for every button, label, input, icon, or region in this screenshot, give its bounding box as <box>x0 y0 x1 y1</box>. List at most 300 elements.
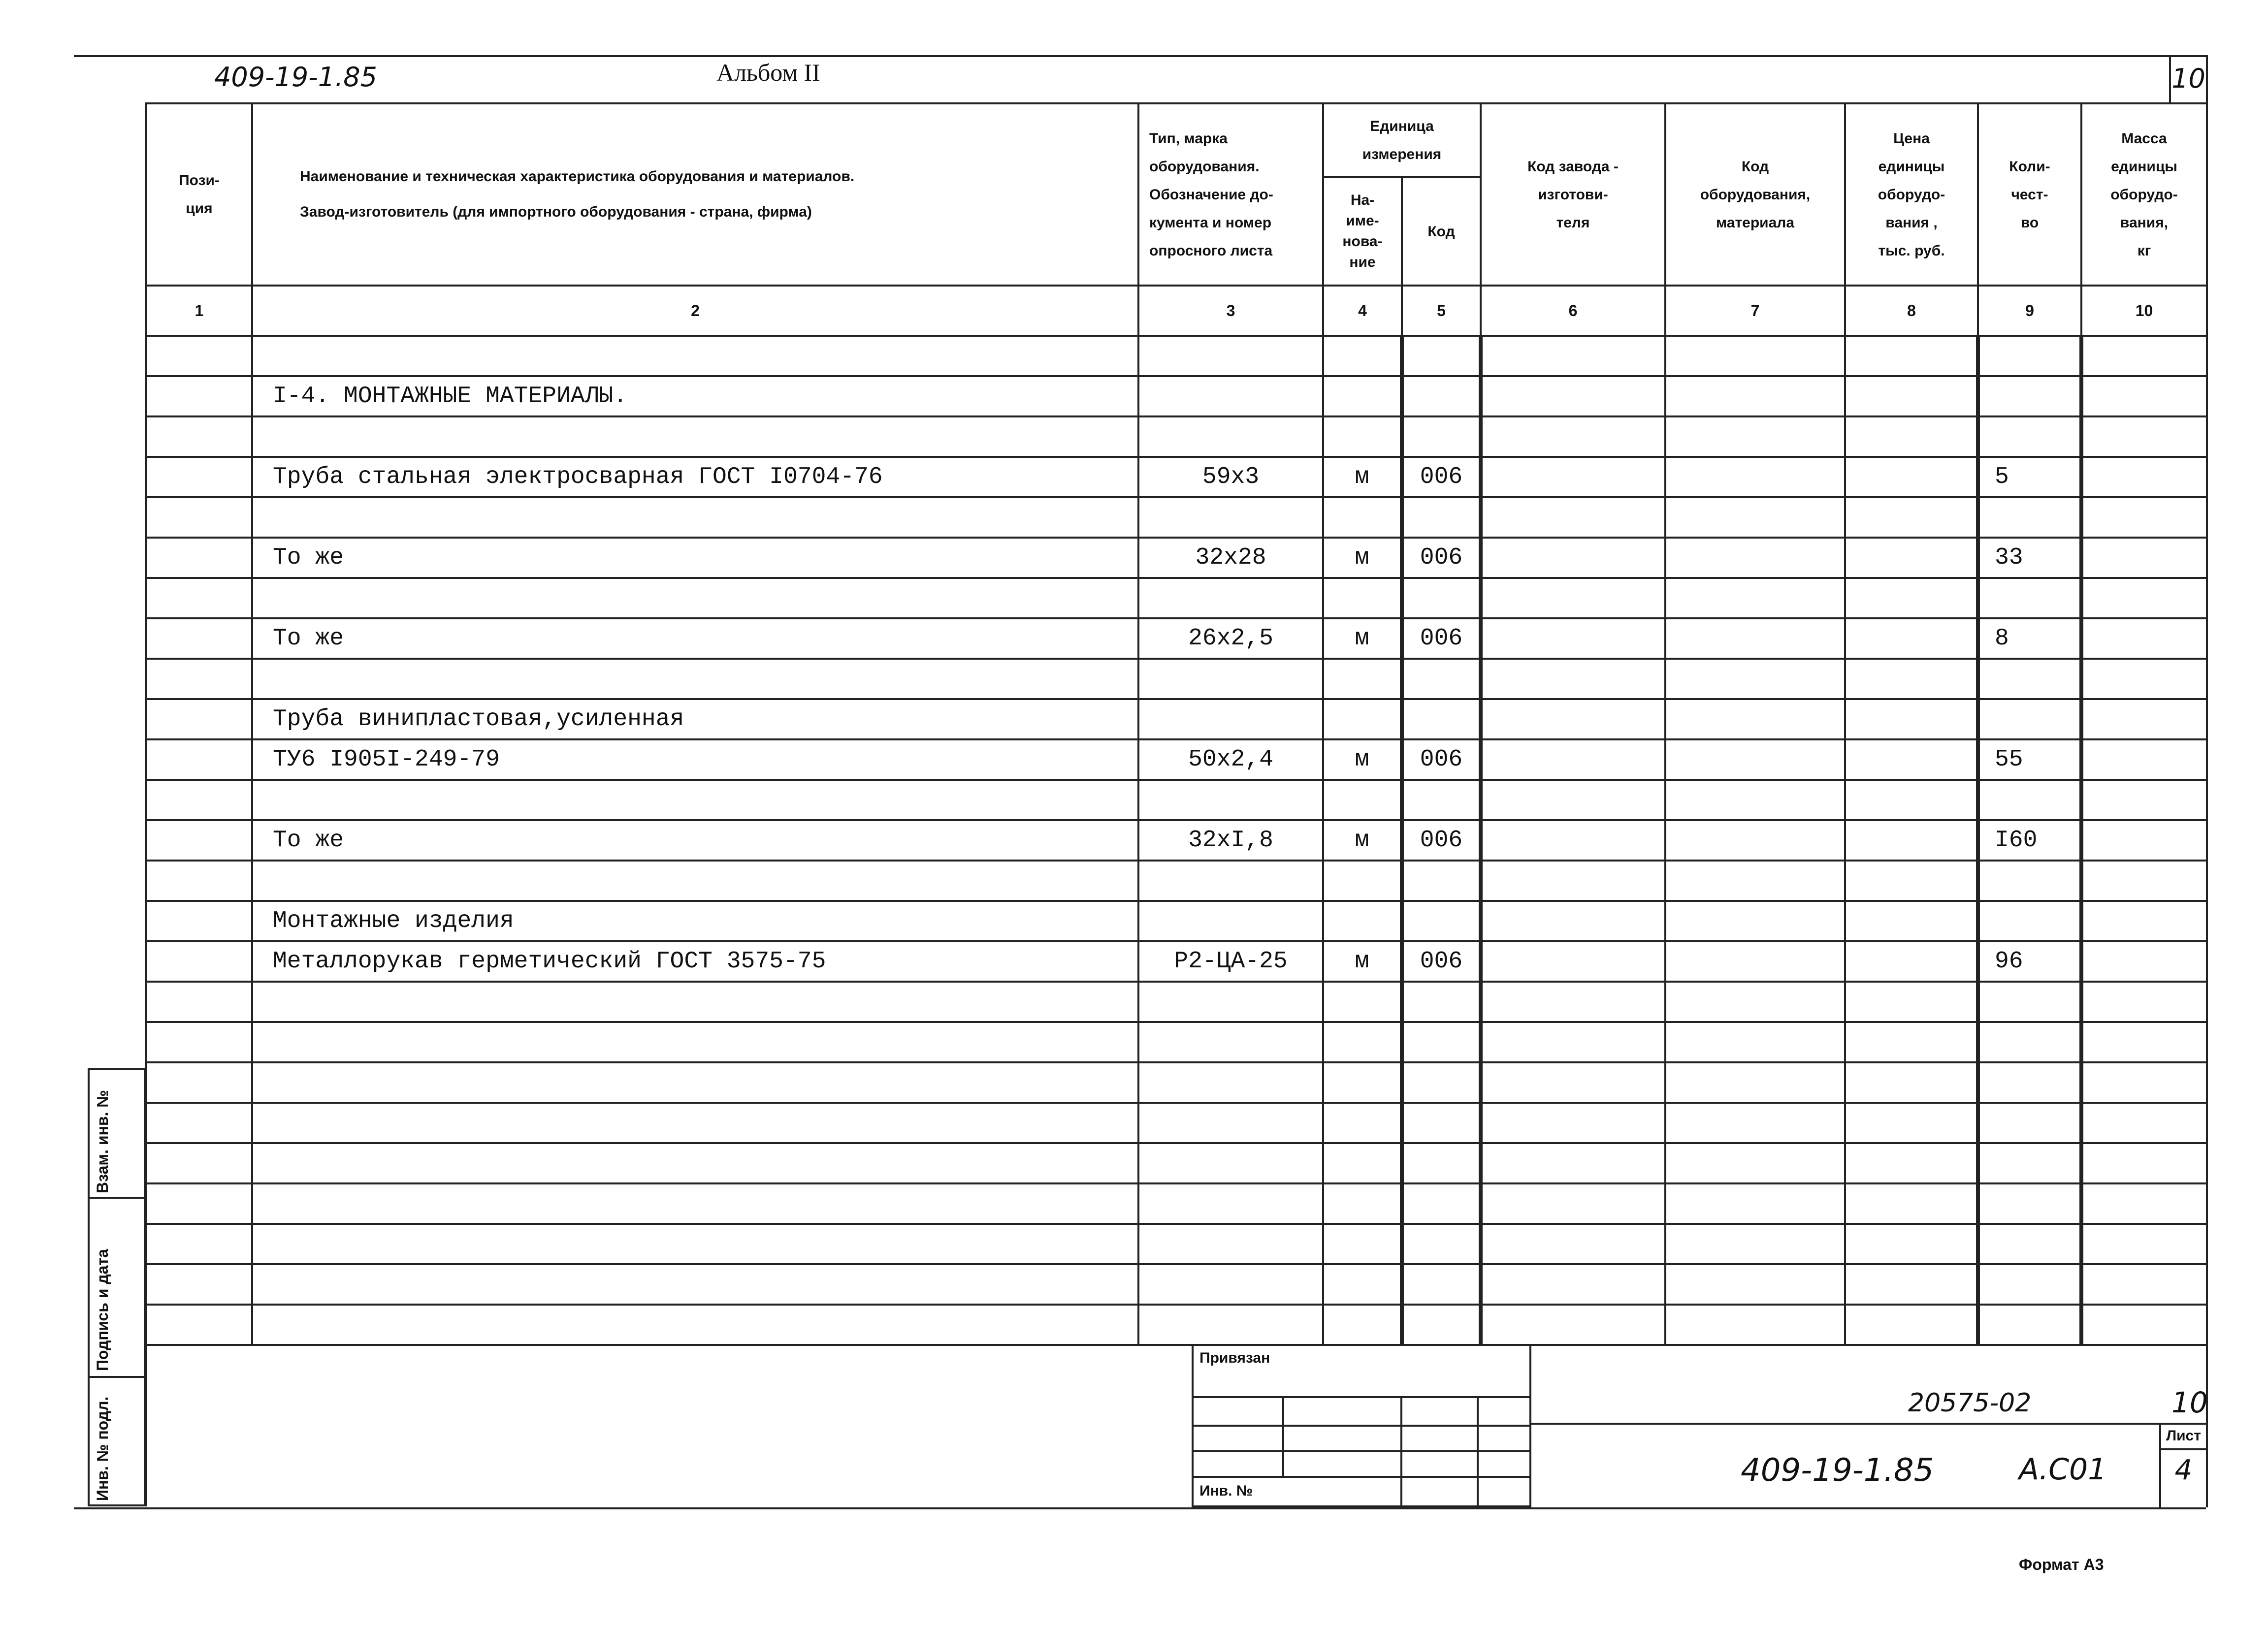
name-cell: То же <box>252 538 1138 578</box>
equipment-code-cell <box>1665 699 1845 739</box>
name-cell <box>252 497 1138 538</box>
price-cell <box>1845 457 1978 497</box>
title-block-line <box>1531 1423 2206 1425</box>
unit-cell: м <box>1323 820 1402 861</box>
price-cell <box>1845 376 1978 416</box>
equipment-code-cell <box>1665 1062 1845 1103</box>
price-cell <box>1845 416 1978 457</box>
frame-bottom-line <box>74 1507 2206 1509</box>
equipment-code-cell <box>1665 1183 1845 1224</box>
type-cell <box>1138 578 1323 618</box>
column-numbers-row <box>146 286 2207 336</box>
factory-code-cell <box>1481 416 1665 457</box>
factory-code-cell <box>1481 497 1665 538</box>
column-number: 4 <box>1323 286 1402 336</box>
name-cell <box>252 578 1138 618</box>
name-cell <box>252 1305 1138 1345</box>
column-number: 1 <box>146 286 252 336</box>
factory-code-cell <box>1481 901 1665 941</box>
col-price-header: Цена единицы оборудо- вания , тыс. руб. <box>1845 103 1978 286</box>
stamp-line <box>1400 1396 1402 1507</box>
table-row <box>146 457 2207 497</box>
unit-cell <box>1323 416 1402 457</box>
col-mass-header: Масса единицы оборудо- вания, кг <box>2081 103 2207 286</box>
position-cell <box>146 659 252 699</box>
unit-cell <box>1323 578 1402 618</box>
mass-cell <box>2081 780 2207 820</box>
type-cell <box>1138 1224 1323 1264</box>
mass-cell <box>2081 861 2207 901</box>
unit-cell <box>1323 861 1402 901</box>
column-number: 9 <box>1978 286 2081 336</box>
factory-code-cell <box>1481 699 1665 739</box>
table-row <box>146 1022 2207 1062</box>
project-number: 20575-02 <box>1908 1388 2032 1418</box>
sheet-number-top: 10 <box>2171 1386 2208 1419</box>
unit-cell <box>1323 336 1402 376</box>
sheet-number: 4 <box>2174 1454 2193 1486</box>
mass-cell <box>2081 376 2207 416</box>
price-cell <box>1845 861 1978 901</box>
table-row <box>146 1305 2207 1345</box>
equipment-code-cell <box>1665 739 1845 780</box>
quantity-cell <box>1978 1224 2081 1264</box>
unit-code-cell <box>1402 416 1481 457</box>
col-position-header: Пози- ция <box>146 103 252 286</box>
unit-cell <box>1323 901 1402 941</box>
table-row <box>146 618 2207 659</box>
equipment-code-cell <box>1665 376 1845 416</box>
quantity-cell: 96 <box>1978 941 2081 982</box>
unit-cell <box>1323 376 1402 416</box>
price-cell <box>1845 739 1978 780</box>
name-cell <box>252 1183 1138 1224</box>
type-cell <box>1138 1103 1323 1143</box>
unit-cell <box>1323 1264 1402 1305</box>
factory-code-cell <box>1481 1305 1665 1345</box>
column-number: 10 <box>2081 286 2207 336</box>
name-cell: Труба стальная электросварная ГОСТ I0704-76 <box>252 457 1138 497</box>
price-cell <box>1845 699 1978 739</box>
stamp-line <box>1282 1396 1284 1478</box>
col-factory-code-header: Код завода - изготови- теля <box>1481 103 1665 286</box>
type-cell <box>1138 1264 1323 1305</box>
factory-code-cell <box>1481 618 1665 659</box>
unit-code-cell: 006 <box>1402 820 1481 861</box>
quantity-cell <box>1978 1264 2081 1305</box>
name-cell: Труба винипластовая,усиленная <box>252 699 1138 739</box>
position-cell <box>146 901 252 941</box>
position-cell <box>146 1022 252 1062</box>
factory-code-cell <box>1481 982 1665 1022</box>
price-cell <box>1845 497 1978 538</box>
unit-cell <box>1323 1305 1402 1345</box>
price-cell <box>1845 982 1978 1022</box>
unit-cell <box>1323 1183 1402 1224</box>
equipment-code-cell <box>1665 1143 1845 1183</box>
mass-cell <box>2081 497 2207 538</box>
table-row <box>146 1183 2207 1224</box>
col-equipment-code-header: Код оборудования, материала <box>1665 103 1845 286</box>
unit-code-cell: 006 <box>1402 457 1481 497</box>
side-stamp-inv-podl <box>88 1376 146 1506</box>
equipment-code-cell <box>1665 1305 1845 1345</box>
equipment-code-cell <box>1665 1264 1845 1305</box>
position-cell <box>146 1224 252 1264</box>
price-cell <box>1845 1103 1978 1143</box>
factory-code-cell <box>1481 861 1665 901</box>
mass-cell <box>2081 699 2207 739</box>
unit-code-cell <box>1402 497 1481 538</box>
name-cell <box>252 1022 1138 1062</box>
type-cell <box>1138 376 1323 416</box>
factory-code-cell <box>1481 1103 1665 1143</box>
type-cell <box>1138 982 1323 1022</box>
col-unit-group-header: Единица измерения <box>1323 103 1481 177</box>
quantity-cell <box>1978 901 2081 941</box>
name-cell <box>252 1103 1138 1143</box>
type-cell <box>1138 336 1323 376</box>
unit-cell <box>1323 497 1402 538</box>
unit-cell <box>1323 982 1402 1022</box>
name-cell: ТУ6 I905I-249-79 <box>252 739 1138 780</box>
mass-cell <box>2081 457 2207 497</box>
quantity-cell <box>1978 780 2081 820</box>
type-cell: 50x2,4 <box>1138 739 1323 780</box>
mass-cell <box>2081 336 2207 376</box>
equipment-code-cell <box>1665 1022 1845 1062</box>
price-cell <box>1845 780 1978 820</box>
price-cell <box>1845 659 1978 699</box>
type-cell: 26x2,5 <box>1138 618 1323 659</box>
price-cell <box>1845 1183 1978 1224</box>
frame-top-line <box>74 55 2206 57</box>
unit-cell <box>1323 1062 1402 1103</box>
equipment-code-cell <box>1665 538 1845 578</box>
name-cell <box>252 1264 1138 1305</box>
sheet-box-divider <box>2161 1448 2206 1450</box>
unit-code-cell <box>1402 1183 1481 1224</box>
quantity-cell: 33 <box>1978 538 2081 578</box>
side-stamp-vzam-label: Взам. инв. № <box>94 1090 111 1193</box>
table-row <box>146 1224 2207 1264</box>
unit-cell <box>1323 1143 1402 1183</box>
unit-code-cell <box>1402 578 1481 618</box>
stamp-line <box>1194 1476 1531 1478</box>
name-cell <box>252 780 1138 820</box>
unit-cell: м <box>1323 941 1402 982</box>
name-cell: I-4. МОНТАЖНЫЕ МАТЕРИАЛЫ. <box>252 376 1138 416</box>
column-number: 5 <box>1402 286 1481 336</box>
header-album: Альбом II <box>716 59 820 86</box>
quantity-cell <box>1978 861 2081 901</box>
table-row <box>146 336 2207 376</box>
position-cell <box>146 416 252 457</box>
name-cell: Металлорукав герметический ГОСТ 3575-75 <box>252 941 1138 982</box>
name-cell: То же <box>252 820 1138 861</box>
table-row <box>146 780 2207 820</box>
mass-cell <box>2081 538 2207 578</box>
factory-code-cell <box>1481 780 1665 820</box>
unit-code-cell <box>1402 659 1481 699</box>
position-cell <box>146 1062 252 1103</box>
quantity-cell <box>1978 1183 2081 1224</box>
equipment-code-cell <box>1665 861 1845 901</box>
table-row <box>146 739 2207 780</box>
position-cell <box>146 457 252 497</box>
equipment-code-cell <box>1665 780 1845 820</box>
unit-cell: м <box>1323 618 1402 659</box>
stamp-line <box>1477 1396 1479 1507</box>
unit-code-cell <box>1402 1062 1481 1103</box>
equipment-code-cell <box>1665 416 1845 457</box>
header-sheet-number: 10 <box>2171 63 2205 94</box>
factory-code-cell <box>1481 1224 1665 1264</box>
table-row <box>146 901 2207 941</box>
mass-cell <box>2081 618 2207 659</box>
unit-code-cell <box>1402 336 1481 376</box>
quantity-cell <box>1978 376 2081 416</box>
sheet-box <box>2159 1423 2206 1507</box>
unit-code-cell <box>1402 699 1481 739</box>
mass-cell <box>2081 659 2207 699</box>
type-cell <box>1138 861 1323 901</box>
price-cell <box>1845 336 1978 376</box>
mass-cell <box>2081 1062 2207 1103</box>
table-row <box>146 982 2207 1022</box>
unit-code-cell <box>1402 1103 1481 1143</box>
equipment-code-cell <box>1665 1103 1845 1143</box>
quantity-cell <box>1978 1103 2081 1143</box>
unit-code-cell: 006 <box>1402 538 1481 578</box>
name-cell <box>252 1224 1138 1264</box>
format-label: Формат А3 <box>2019 1556 2104 1573</box>
type-cell <box>1138 780 1323 820</box>
factory-code-cell <box>1481 457 1665 497</box>
quantity-cell <box>1978 659 2081 699</box>
mass-cell <box>2081 1264 2207 1305</box>
mass-cell <box>2081 1022 2207 1062</box>
equipment-code-cell <box>1665 982 1845 1022</box>
position-cell <box>146 618 252 659</box>
name-cell <box>252 1143 1138 1183</box>
unit-code-cell <box>1402 1143 1481 1183</box>
position-cell <box>146 538 252 578</box>
quantity-cell <box>1978 1143 2081 1183</box>
mass-cell <box>2081 820 2207 861</box>
position-cell <box>146 780 252 820</box>
stamp-line <box>1194 1450 1531 1452</box>
table-row <box>146 1062 2207 1103</box>
column-number: 3 <box>1138 286 1323 336</box>
mass-cell <box>2081 982 2207 1022</box>
sheet-label: Лист <box>2166 1428 2201 1444</box>
quantity-cell: 55 <box>1978 739 2081 780</box>
quantity-cell: I60 <box>1978 820 2081 861</box>
type-cell: Р2-ЦА-25 <box>1138 941 1323 982</box>
position-cell <box>146 820 252 861</box>
type-cell: 59x3 <box>1138 457 1323 497</box>
col-type-header: Тип, марка оборудования. Обозначение до- кумента и номер опросного листа <box>1138 103 1323 286</box>
unit-code-cell <box>1402 982 1481 1022</box>
quantity-cell <box>1978 1305 2081 1345</box>
table-row <box>146 1264 2207 1305</box>
factory-code-cell <box>1481 659 1665 699</box>
side-stamp-podpis-label: Подпись и дата <box>94 1249 111 1371</box>
mass-cell <box>2081 1183 2207 1224</box>
type-cell <box>1138 497 1323 538</box>
position-cell <box>146 699 252 739</box>
type-cell: 32x28 <box>1138 538 1323 578</box>
table-row <box>146 861 2207 901</box>
side-stamp-vzam <box>88 1068 146 1199</box>
column-number: 7 <box>1665 286 1845 336</box>
mass-cell <box>2081 1143 2207 1183</box>
quantity-cell <box>1978 1062 2081 1103</box>
unit-code-cell: 006 <box>1402 941 1481 982</box>
title-mark: А.С01 <box>2019 1452 2107 1487</box>
equipment-code-cell <box>1665 901 1845 941</box>
privyazan-stamp <box>1192 1344 1531 1507</box>
factory-code-cell <box>1481 578 1665 618</box>
equipment-code-cell <box>1665 457 1845 497</box>
factory-code-cell <box>1481 820 1665 861</box>
col-quantity-header: Коли- чест- во <box>1978 103 2081 286</box>
table-row <box>146 538 2207 578</box>
table-row <box>146 941 2207 982</box>
price-cell <box>1845 1224 1978 1264</box>
quantity-cell <box>1978 699 2081 739</box>
type-cell <box>1138 901 1323 941</box>
position-cell <box>146 739 252 780</box>
unit-cell <box>1323 1103 1402 1143</box>
position-cell <box>146 497 252 538</box>
type-cell <box>1138 659 1323 699</box>
equipment-code-cell <box>1665 941 1845 982</box>
side-stamp-podpis <box>88 1197 146 1378</box>
table-row <box>146 659 2207 699</box>
price-cell <box>1845 1305 1978 1345</box>
name-cell <box>252 861 1138 901</box>
unit-code-cell: 006 <box>1402 739 1481 780</box>
unit-code-cell <box>1402 1264 1481 1305</box>
stamp-inv-label: Инв. № <box>1199 1483 1253 1499</box>
privyazan-label: Привязан <box>1199 1350 1270 1366</box>
position-cell <box>146 376 252 416</box>
unit-code-cell <box>1402 1022 1481 1062</box>
header-sheet-box <box>2169 55 2206 102</box>
unit-code-cell <box>1402 861 1481 901</box>
factory-code-cell <box>1481 739 1665 780</box>
name-cell <box>252 982 1138 1022</box>
position-cell <box>146 1305 252 1345</box>
name-cell <box>252 659 1138 699</box>
header-doc-code: 409-19-1.85 <box>214 62 377 93</box>
unit-code-cell <box>1402 780 1481 820</box>
price-cell <box>1845 1143 1978 1183</box>
unit-cell <box>1323 659 1402 699</box>
table-row <box>146 416 2207 457</box>
quantity-cell <box>1978 578 2081 618</box>
stamp-line <box>1194 1396 1531 1398</box>
mass-cell <box>2081 1305 2207 1345</box>
quantity-cell <box>1978 497 2081 538</box>
position-cell <box>146 1183 252 1224</box>
column-number: 2 <box>252 286 1138 336</box>
column-number: 6 <box>1481 286 1665 336</box>
col-name-header: Наименование и техническая характеристика оборудования и материалов. Завод-изготовитель (для импортного оборудования - страна, фирма) <box>252 103 1138 286</box>
name-cell <box>252 416 1138 457</box>
table-row <box>146 376 2207 416</box>
type-cell <box>1138 1022 1323 1062</box>
unit-code-cell: 006 <box>1402 618 1481 659</box>
price-cell <box>1845 820 1978 861</box>
type-cell <box>1138 1183 1323 1224</box>
equipment-code-cell <box>1665 1224 1845 1264</box>
unit-code-cell <box>1402 1305 1481 1345</box>
unit-cell <box>1323 1022 1402 1062</box>
price-cell <box>1845 1062 1978 1103</box>
price-cell <box>1845 901 1978 941</box>
quantity-cell <box>1978 1022 2081 1062</box>
name-cell: Монтажные изделия <box>252 901 1138 941</box>
name-cell <box>252 336 1138 376</box>
col-unit-name-header: На- име- нова- ние <box>1323 177 1402 286</box>
price-cell <box>1845 578 1978 618</box>
mass-cell <box>2081 416 2207 457</box>
type-cell <box>1138 1143 1323 1183</box>
factory-code-cell <box>1481 941 1665 982</box>
position-cell <box>146 861 252 901</box>
unit-code-cell <box>1402 901 1481 941</box>
factory-code-cell <box>1481 336 1665 376</box>
column-number: 8 <box>1845 286 1978 336</box>
table-row <box>146 699 2207 739</box>
table-row <box>146 820 2207 861</box>
table-row <box>146 578 2207 618</box>
unit-code-cell <box>1402 376 1481 416</box>
mass-cell <box>2081 901 2207 941</box>
equipment-code-cell <box>1665 820 1845 861</box>
equipment-code-cell <box>1665 336 1845 376</box>
quantity-cell: 8 <box>1978 618 2081 659</box>
factory-code-cell <box>1481 1062 1665 1103</box>
stamp-line <box>1194 1425 1531 1427</box>
quantity-cell <box>1978 982 2081 1022</box>
equipment-code-cell <box>1665 578 1845 618</box>
type-cell <box>1138 1305 1323 1345</box>
name-cell <box>252 1062 1138 1103</box>
position-cell <box>146 578 252 618</box>
mass-cell <box>2081 739 2207 780</box>
price-cell <box>1845 1022 1978 1062</box>
unit-cell: м <box>1323 739 1402 780</box>
position-cell <box>146 1264 252 1305</box>
table-row <box>146 497 2207 538</box>
quantity-cell <box>1978 416 2081 457</box>
table-row <box>146 1103 2207 1143</box>
position-cell <box>146 1143 252 1183</box>
quantity-cell <box>1978 336 2081 376</box>
type-cell: 32xI,8 <box>1138 820 1323 861</box>
side-stamp-inv-podl-label: Инв. № подл. <box>94 1396 111 1501</box>
title-doc-code: 409-19-1.85 <box>1741 1452 1934 1489</box>
unit-code-cell <box>1402 1224 1481 1264</box>
bottom-left-border <box>145 1319 147 1506</box>
mass-cell <box>2081 941 2207 982</box>
unit-cell: м <box>1323 538 1402 578</box>
quantity-cell: 5 <box>1978 457 2081 497</box>
